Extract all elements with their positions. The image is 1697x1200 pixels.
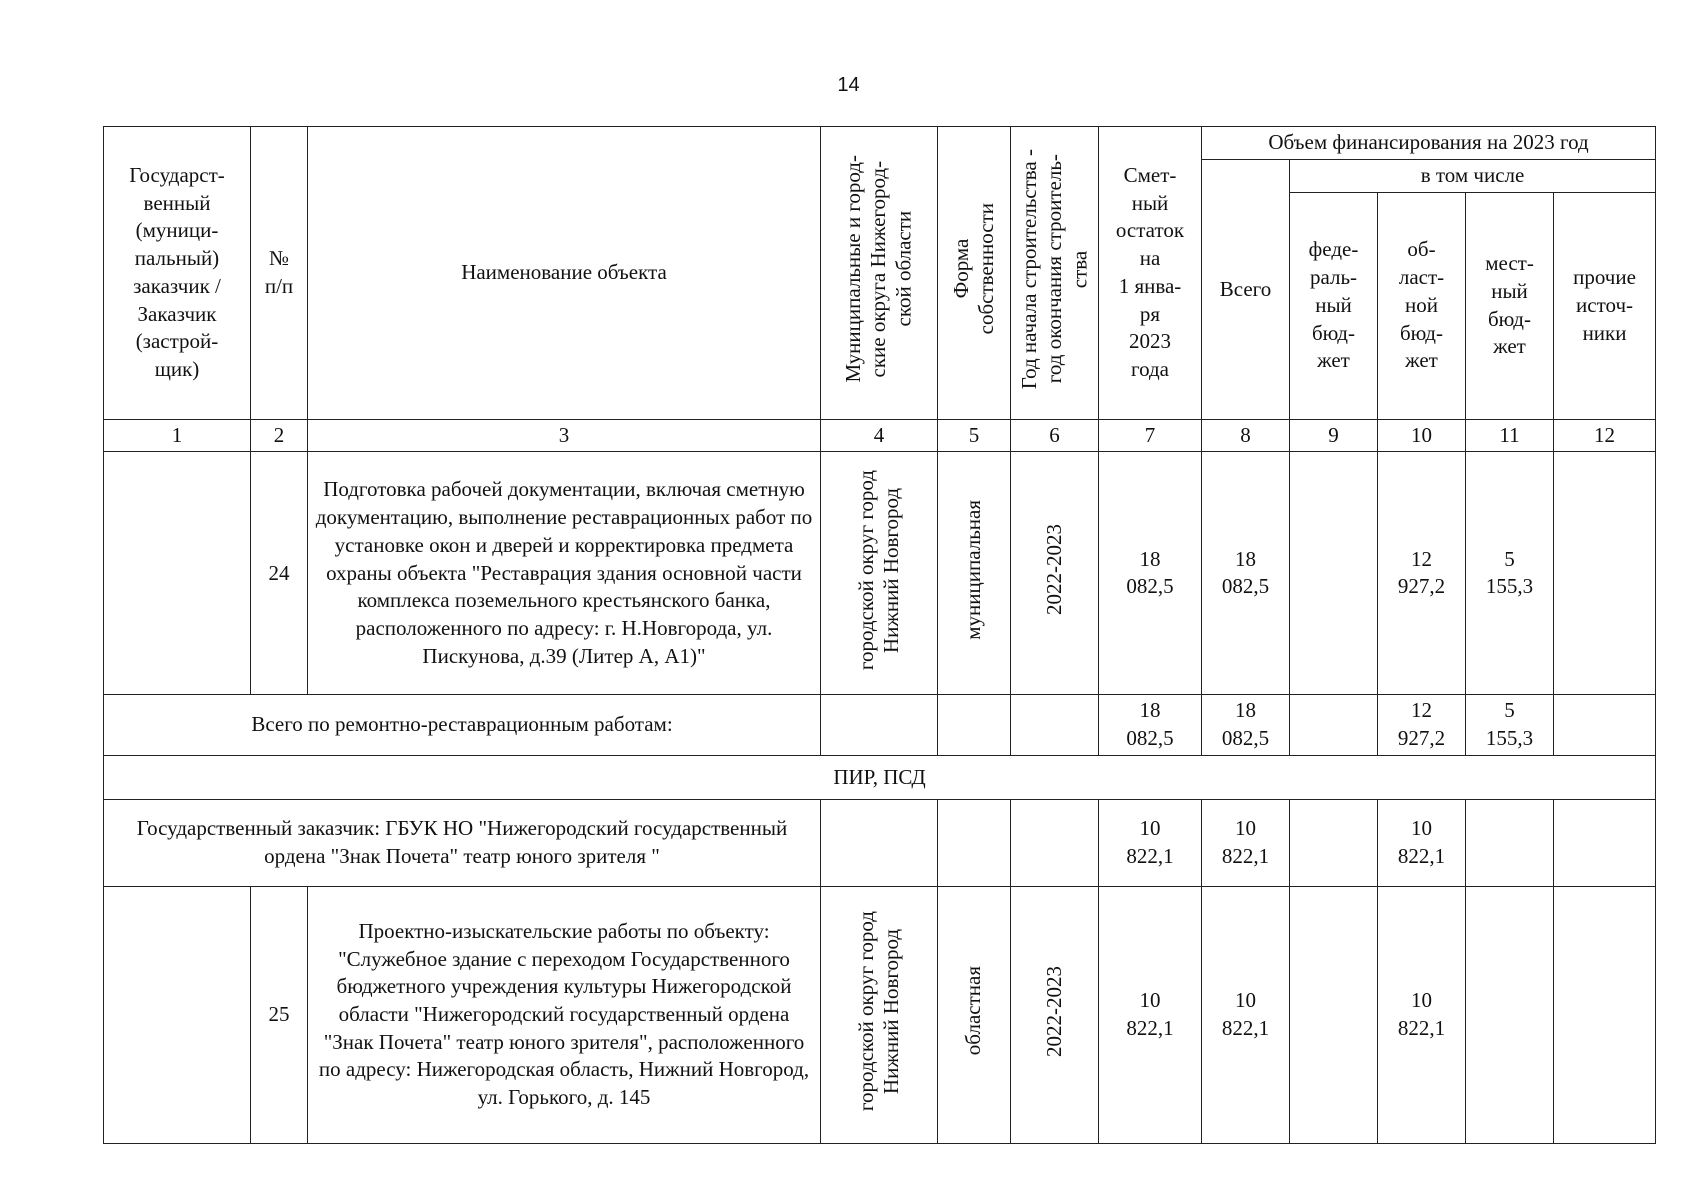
row-25-estimate: 10 822,1	[1099, 886, 1202, 1143]
row-24-years-cell	[1011, 452, 1099, 695]
header-districts-cell	[821, 127, 938, 420]
column-number: 7	[1099, 419, 1202, 452]
header-including: в том числе	[1290, 160, 1656, 193]
state-customer-empty	[1011, 799, 1099, 886]
column-number: 2	[251, 419, 308, 452]
header-estimate: Смет- ный остаток на 1 янва- ря 2023 года	[1099, 127, 1202, 420]
restoration-total-regional: 12 927,2	[1378, 695, 1466, 755]
row-25-num: 25	[251, 886, 308, 1143]
column-number: 8	[1202, 419, 1290, 452]
header-object-name: Наименование объекта	[308, 127, 821, 420]
header-local: мест- ный бюд- жет	[1466, 192, 1554, 419]
row-24-customer	[104, 452, 251, 695]
restoration-total-federal	[1290, 695, 1378, 755]
row-25-district-cell	[821, 886, 938, 1143]
header-federal: феде- раль- ный бюд- жет	[1290, 192, 1378, 419]
row-25-name: Проектно-изыскательские работы по объекту: "Служебное здание с переходом Государственного бюджетного учреждения культуры Нижегородской области "Нижегородский государственный ордена "Знак Почета" театр юного зрителя", расположенного по адресу: Нижегородская область, Нижний Новгород, ул. Горького, д. 145	[308, 886, 821, 1143]
row-24-estimate: 18 082,5	[1099, 452, 1202, 695]
column-numbers-row	[104, 419, 1656, 452]
row-25-ownership-cell	[938, 886, 1011, 1143]
column-number: 6	[1011, 419, 1099, 452]
row-24-num: 24	[251, 452, 308, 695]
row-25-years-cell	[1011, 886, 1099, 1143]
state-customer-label: Государственный заказчик: ГБУК НО "Нижегородский государственный ордена "Знак Почета" театр юного зрителя "	[104, 799, 821, 886]
row-25-district: городской округ город Нижний Новгород	[853, 910, 903, 1112]
table-row-25	[104, 886, 1656, 1143]
column-number: 3	[308, 419, 821, 452]
row-24-federal	[1290, 452, 1378, 695]
restoration-total-estimate: 18 082,5	[1099, 695, 1202, 755]
column-number: 9	[1290, 419, 1378, 452]
state-customer-estimate: 10 822,1	[1099, 799, 1202, 886]
row-24-other	[1554, 452, 1656, 695]
header-years-cell	[1011, 127, 1099, 420]
restoration-total-other	[1554, 695, 1656, 755]
row-25-local	[1466, 886, 1554, 1143]
header-num: № п/п	[251, 127, 308, 420]
restoration-total-empty	[821, 695, 938, 755]
column-number: 11	[1466, 419, 1554, 452]
row-25-customer	[104, 886, 251, 1143]
column-number: 4	[821, 419, 938, 452]
restoration-total-empty	[1011, 695, 1099, 755]
row-24-ownership-cell	[938, 452, 1011, 695]
column-number: 1	[104, 419, 251, 452]
section-row	[104, 755, 1656, 799]
row-25-ownership: областная	[961, 966, 986, 1056]
restoration-total-local: 5 155,3	[1466, 695, 1554, 755]
state-customer-empty	[938, 799, 1011, 886]
state-customer-empty	[821, 799, 938, 886]
header-regional: об- ласт- ной бюд- жет	[1378, 192, 1466, 419]
row-24-total: 18 082,5	[1202, 452, 1290, 695]
page-number: 14	[837, 74, 860, 96]
investment-program-table	[103, 126, 1656, 1144]
row-24-local: 5 155,3	[1466, 452, 1554, 695]
header-financing: Объем финансирования на 2023 год	[1202, 127, 1656, 160]
column-number: 5	[938, 419, 1011, 452]
state-customer-other	[1554, 799, 1656, 886]
restoration-total-empty	[938, 695, 1011, 755]
state-customer-total: 10 822,1	[1202, 799, 1290, 886]
header-customer: Государст- венный (муници- пальный) заказчик / Заказчик (застрой- щик)	[104, 127, 251, 420]
row-25-total: 10 822,1	[1202, 886, 1290, 1143]
row-24-name: Подготовка рабочей документации, включая сметную документацию, выполнение реставрационных работ по установке окон и дверей и корректировка предмета охраны объекта "Реставрация здания основной части комплекса поземельного крестьянского банка, расположенного по адресу: г. Н.Новгорода, ул. Пискунова, д.39 (Литер А, А1)"	[308, 452, 821, 695]
row-25-federal	[1290, 886, 1378, 1143]
header-districts: Муниципальные и город- ские округа Нижегород- ской области	[841, 155, 916, 383]
table-row-24	[104, 452, 1656, 695]
column-number: 10	[1378, 419, 1466, 452]
header-years: Год начала строительства - год окончания строитель- ства	[1017, 148, 1092, 390]
restoration-total-label: Всего по ремонтно-реставрационным работам:	[104, 695, 821, 755]
row-24-regional: 12 927,2	[1378, 452, 1466, 695]
restoration-total-row	[104, 695, 1656, 755]
state-customer-local	[1466, 799, 1554, 886]
state-customer-federal	[1290, 799, 1378, 886]
row-25-regional: 10 822,1	[1378, 886, 1466, 1143]
header-total: Всего	[1202, 160, 1290, 420]
state-customer-row	[104, 799, 1656, 886]
header-ownership-cell	[938, 127, 1011, 420]
row-25-years: 2022-2023	[1041, 965, 1066, 1057]
header-ownership: Форма собственности	[948, 203, 998, 335]
row-24-years: 2022-2023	[1041, 524, 1066, 616]
restoration-total-total: 18 082,5	[1202, 695, 1290, 755]
row-25-other	[1554, 886, 1656, 1143]
row-24-ownership: муниципальная	[961, 499, 986, 640]
header-other: прочие источ- ники	[1554, 192, 1656, 419]
row-24-district: городской округ город Нижний Новгород	[853, 469, 903, 670]
section-title: ПИР, ПСД	[104, 755, 1656, 799]
state-customer-regional: 10 822,1	[1378, 799, 1466, 886]
header-row-1	[104, 127, 1656, 160]
row-24-district-cell	[821, 452, 938, 695]
column-number: 12	[1554, 419, 1656, 452]
